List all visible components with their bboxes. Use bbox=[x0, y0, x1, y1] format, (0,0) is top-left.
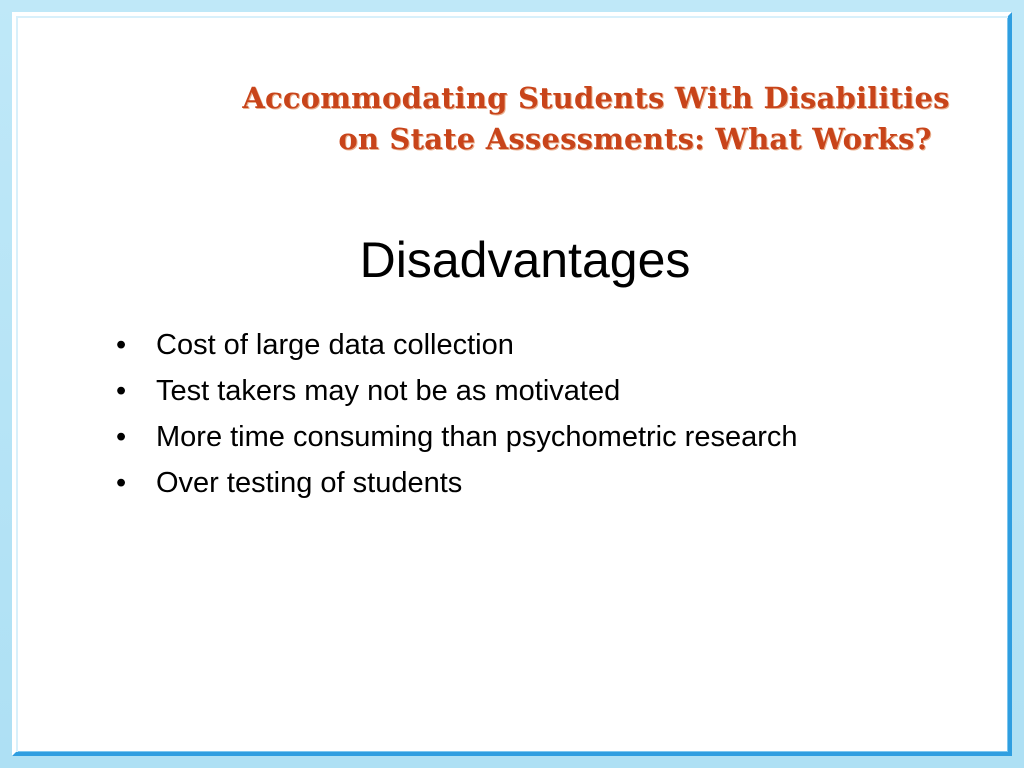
bullet-dot-icon: • bbox=[116, 467, 127, 499]
bullet-item bbox=[116, 374, 816, 409]
slide-title-text: Disadvantages bbox=[359, 232, 691, 288]
slide-title bbox=[16, 228, 1016, 292]
bullet-text: Over testing of students bbox=[156, 467, 463, 499]
banner-line-2: on State Assessments: What Works? bbox=[338, 122, 932, 156]
bullet-text: More time consuming than psychometric research bbox=[156, 421, 798, 453]
bullet-dot-icon: • bbox=[116, 329, 127, 361]
bullet-text: Cost of large data collection bbox=[156, 329, 514, 361]
banner-line-1: Accommodating Students With Disabilities bbox=[242, 81, 950, 115]
bullet-dot-icon: • bbox=[116, 421, 127, 453]
bullet-dot-icon: • bbox=[116, 375, 127, 407]
slide-canvas bbox=[12, 12, 1012, 756]
bullet-list bbox=[116, 328, 816, 512]
banner-title bbox=[16, 78, 1016, 160]
bullet-text: Test takers may not be as motivated bbox=[156, 375, 621, 407]
bullet-item bbox=[116, 466, 816, 501]
bullet-item bbox=[116, 420, 816, 455]
bullet-item bbox=[116, 328, 816, 363]
